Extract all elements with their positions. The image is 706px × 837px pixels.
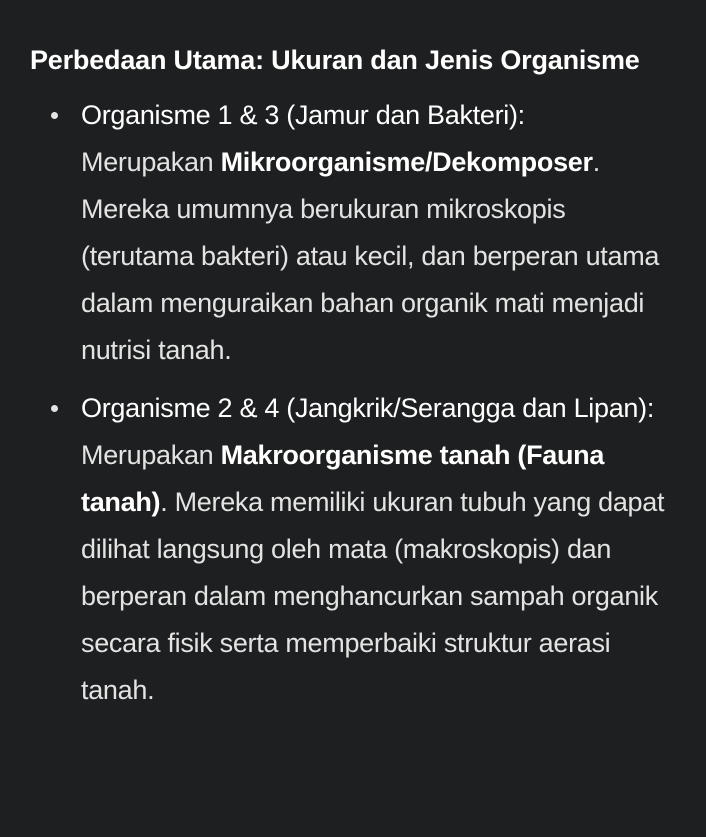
bullet-dot-icon — [51, 405, 58, 412]
section-heading: Perbedaan Utama: Ukuran dan Jenis Organisme — [30, 45, 640, 75]
item-title: Organisme 1 & 3 (Jamur dan Bakteri): — [81, 100, 525, 130]
item-lead: Merupakan — [81, 440, 221, 470]
bullet-dot-icon — [51, 112, 58, 119]
item-emphasis: Mikroorganisme/Dekomposer — [220, 147, 593, 177]
item-lead: Merupakan — [81, 147, 221, 177]
item-title: Organisme 2 & 4 (Jangkrik/Serangga dan Lipan): — [81, 393, 655, 423]
list-item — [30, 385, 676, 714]
list-item — [30, 92, 676, 374]
item-emphasis: Makroorganisme tanah (Fauna tanah) — [81, 440, 605, 517]
item-text: . Mereka umumnya berukuran mikroskopis (terutama bakteri) atau kecil, dan berperan utama dalam menguraikan bahan organik mati menjadi nutrisi tanah. — [81, 147, 660, 365]
item-text: . Mereka memiliki ukuran tubuh yang dapat dilihat langsung oleh mata (makroskopis) dan berperan dalam menghancurkan sampah organik secara fisik serta memperbaiki struktur aerasi tanah. — [81, 487, 665, 705]
points-list — [30, 92, 676, 714]
